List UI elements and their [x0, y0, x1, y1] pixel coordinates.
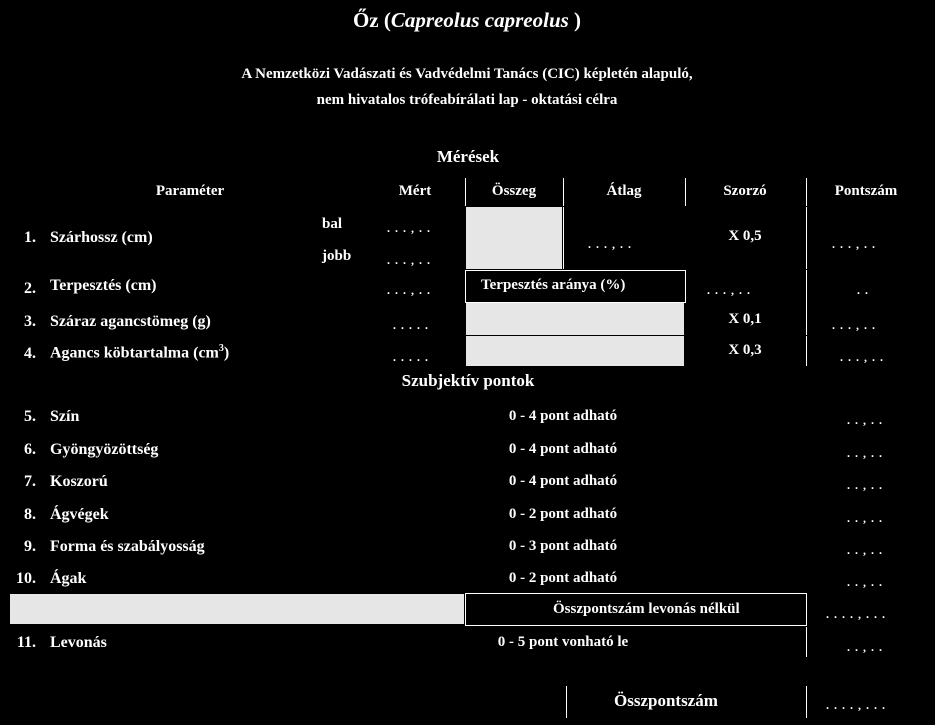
section-measurements: Mérések	[436, 147, 500, 166]
param-tine-tips: Ágvégek	[50, 506, 109, 523]
section-subjective: Szubjektív pontok	[401, 371, 535, 390]
score-tine-tips-field[interactable]: . . , . .	[847, 511, 883, 525]
species-name: Capreolus capreolus	[390, 8, 569, 32]
divider	[465, 270, 466, 303]
shaded-cell	[10, 594, 464, 624]
param-spread: Terpesztés (cm)	[50, 277, 157, 294]
score-coronet-field[interactable]: . . , . .	[847, 478, 883, 492]
row-number: 4.	[24, 345, 36, 362]
param-form: Forma és szabályosság	[50, 538, 205, 555]
divider	[806, 303, 807, 335]
score-subtotal-field[interactable]: . . . . , . . .	[826, 607, 886, 621]
score-shaft-field[interactable]: . . . , . .	[832, 237, 876, 251]
measured-volume-field[interactable]: . . . . .	[393, 350, 429, 364]
range-deduction: 0 - 5 pont vonható le	[497, 634, 629, 650]
score-volume-field[interactable]: . . . , . .	[840, 350, 884, 364]
divider	[806, 270, 807, 303]
param-tines: Ágak	[50, 570, 87, 587]
row-number: 7.	[24, 473, 36, 490]
row-number: 9.	[24, 538, 36, 555]
range-color: 0 - 4 pont adható	[508, 408, 618, 424]
divider	[806, 178, 807, 206]
multiplier-volume: X 0,3	[728, 342, 762, 358]
range-form: 0 - 3 pont adható	[508, 538, 618, 554]
range-tines: 0 - 2 pont adható	[508, 570, 618, 586]
multiplier-weight: X 0,1	[728, 311, 762, 327]
subtitle-line1: A Nemzetközi Vadászati és Vadvédelmi Tanács (CIC) képletén alapuló,	[241, 66, 693, 82]
spread-ratio-label: Terpesztés aránya (%)	[481, 277, 626, 293]
divider	[465, 593, 806, 594]
param-shaft-length: Szárhossz (cm)	[50, 229, 153, 246]
total-label: Összpontszám	[614, 691, 718, 710]
header-parameter: Paraméter	[155, 183, 225, 199]
range-pearling: 0 - 4 pont adható	[508, 441, 618, 457]
side-left: bal	[322, 216, 343, 232]
subtitle-line2: nem hivatalos trófeabírálati lap - oktatási célra	[316, 92, 618, 108]
header-average: Átlag	[606, 183, 642, 199]
score-deduction-field[interactable]: . . , . .	[847, 640, 883, 654]
row-number: 5.	[24, 408, 36, 425]
score-form-field[interactable]: . . , . .	[847, 543, 883, 557]
row-number: 6.	[24, 441, 36, 458]
param-coronet: Koszorú	[50, 473, 108, 490]
param-color: Szín	[50, 408, 80, 425]
row-number: 11.	[16, 634, 36, 651]
row-number: 2.	[24, 280, 36, 297]
score-color-field[interactable]: . . , . .	[847, 413, 883, 427]
divider	[685, 270, 686, 303]
score-weight-field[interactable]: . . . , . .	[832, 318, 876, 332]
divider	[465, 178, 466, 206]
header-measured: Mért	[398, 183, 432, 199]
side-right: jobb	[322, 248, 352, 264]
row-number: 1.	[24, 229, 36, 246]
sum-cell-shaded	[466, 207, 562, 269]
score-total-field[interactable]: . . . . , . . .	[826, 698, 886, 712]
measured-right-field[interactable]: . . . , . .	[387, 253, 431, 267]
divider	[566, 686, 567, 718]
score-pearling-field[interactable]: . . , . .	[847, 446, 883, 460]
spread-ratio-field[interactable]: . . . , . .	[707, 283, 751, 297]
param-volume: Agancs köbtartalma $(cm^3)$	[50, 343, 230, 362]
param-pearling: Gyöngyözöttség	[50, 441, 159, 458]
page-title: Őz (Capreolus capreolus )	[352, 8, 582, 32]
header-score: Pontszám	[834, 183, 898, 199]
shaded-cell	[466, 336, 684, 366]
divider	[806, 627, 807, 657]
score-spread-field[interactable]: . .	[857, 283, 869, 297]
average-field[interactable]: . . . , . .	[588, 237, 632, 251]
multiplier-shaft: X 0,5	[728, 228, 762, 244]
divider	[806, 686, 807, 718]
measured-spread-field[interactable]: . . . , . .	[387, 283, 431, 297]
range-tine-tips: 0 - 2 pont adható	[508, 506, 618, 522]
divider	[465, 270, 686, 271]
divider	[685, 178, 686, 206]
param-deduction: Levonás	[50, 634, 107, 651]
row-number: 10.	[16, 570, 36, 587]
header-sum: Összeg	[491, 183, 537, 199]
score-tines-field[interactable]: . . , . .	[847, 575, 883, 589]
divider	[806, 336, 807, 366]
range-coronet: 0 - 4 pont adható	[508, 473, 618, 489]
divider	[806, 207, 807, 269]
total-without-deduction-label: Összpontszám levonás nélkül	[553, 601, 740, 617]
divider	[465, 625, 806, 626]
measured-left-field[interactable]: . . . , . .	[387, 221, 431, 235]
header-multiplier: Szorzó	[723, 183, 767, 199]
divider	[563, 207, 564, 269]
shaded-cell	[466, 303, 684, 335]
row-number: 3.	[24, 313, 36, 330]
divider	[563, 178, 564, 206]
divider	[465, 593, 466, 626]
divider	[806, 593, 807, 626]
row-number: 8.	[24, 506, 36, 523]
measured-weight-field[interactable]: . . . . .	[393, 318, 429, 332]
param-dry-weight: Száraz agancstömeg (g)	[50, 313, 211, 330]
